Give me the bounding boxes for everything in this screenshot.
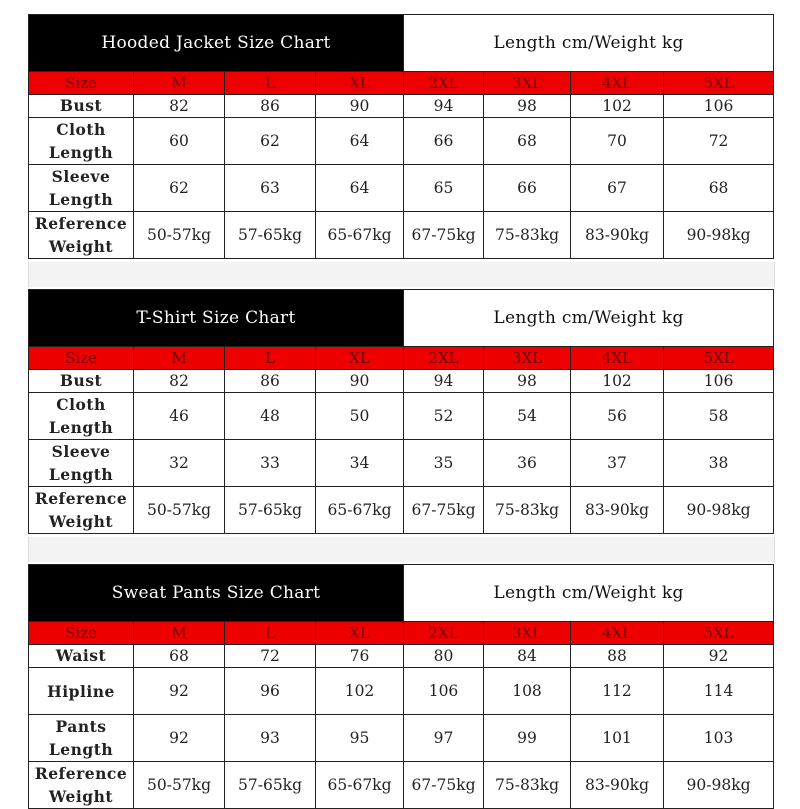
measurement-cell: 96 (225, 668, 316, 715)
measurement-cell: 64 (316, 165, 404, 212)
size-column-header: 2XL (404, 72, 484, 95)
measurement-cell: 102 (571, 370, 664, 393)
size-column-header: 5XL (664, 347, 774, 370)
measurement-cell: 75-83kg (484, 762, 571, 809)
size-chart-table (28, 289, 774, 534)
size-column-header: XL (316, 622, 404, 645)
measurement-cell: 32 (134, 440, 225, 487)
chart-title: Sweat Pants Size Chart (29, 565, 404, 622)
unit-label: Length cm/Weight kg (404, 565, 774, 622)
measurement-cell: 50-57kg (134, 212, 225, 259)
chart-header-row (29, 290, 774, 347)
measurement-cell: 36 (484, 440, 571, 487)
row-label: Reference Weight (29, 487, 134, 534)
measurement-cell: 106 (664, 95, 774, 118)
measurement-cell: 58 (664, 393, 774, 440)
measurement-cell: 57-65kg (225, 762, 316, 809)
measurement-cell: 66 (484, 165, 571, 212)
measurement-cell: 106 (664, 370, 774, 393)
size-chart-table (28, 564, 774, 809)
size-column-header: L (225, 622, 316, 645)
row-label: Waist (29, 645, 134, 668)
chart-header-row (29, 15, 774, 72)
measurement-row (29, 118, 774, 165)
measurement-cell: 92 (134, 668, 225, 715)
measurement-cell: 82 (134, 95, 225, 118)
measurement-cell: 64 (316, 118, 404, 165)
measurement-cell: 75-83kg (484, 212, 571, 259)
unit-label: Length cm/Weight kg (404, 290, 774, 347)
measurement-cell: 88 (571, 645, 664, 668)
size-column-header: 3XL (484, 347, 571, 370)
row-label: Bust (29, 95, 134, 118)
measurement-cell: 35 (404, 440, 484, 487)
measurement-cell: 62 (225, 118, 316, 165)
measurement-cell: 57-65kg (225, 212, 316, 259)
measurement-cell: 102 (316, 668, 404, 715)
size-column-header: 5XL (664, 622, 774, 645)
measurement-cell: 80 (404, 645, 484, 668)
size-column-header: L (225, 347, 316, 370)
measurement-cell: 67 (571, 165, 664, 212)
measurement-cell: 99 (484, 715, 571, 762)
chart-header-row (29, 565, 774, 622)
measurement-cell: 65 (404, 165, 484, 212)
measurement-cell: 70 (571, 118, 664, 165)
measurement-cell: 86 (225, 370, 316, 393)
measurement-cell: 90-98kg (664, 487, 774, 534)
size-column-header: 4XL (571, 622, 664, 645)
measurement-row (29, 762, 774, 809)
measurement-cell: 94 (404, 95, 484, 118)
measurement-cell: 56 (571, 393, 664, 440)
measurement-cell: 83-90kg (571, 487, 664, 534)
size-header-row (29, 622, 774, 645)
row-label: Sleeve Length (29, 440, 134, 487)
measurement-cell: 98 (484, 370, 571, 393)
measurement-cell: 46 (134, 393, 225, 440)
measurement-cell: 90-98kg (664, 762, 774, 809)
size-header-row (29, 347, 774, 370)
measurement-cell: 92 (134, 715, 225, 762)
measurement-cell: 84 (484, 645, 571, 668)
measurement-cell: 83-90kg (571, 762, 664, 809)
measurement-row (29, 95, 774, 118)
measurement-cell: 82 (134, 370, 225, 393)
size-column-header: 3XL (484, 72, 571, 95)
measurement-row (29, 212, 774, 259)
measurement-cell: 68 (134, 645, 225, 668)
measurement-cell: 33 (225, 440, 316, 487)
measurement-cell: 65-67kg (316, 212, 404, 259)
size-label: Size (29, 347, 134, 370)
measurement-row (29, 668, 774, 715)
measurement-cell: 75-83kg (484, 487, 571, 534)
measurement-cell: 63 (225, 165, 316, 212)
size-column-header: 5XL (664, 72, 774, 95)
measurement-cell: 66 (404, 118, 484, 165)
measurement-cell: 102 (571, 95, 664, 118)
measurement-cell: 38 (664, 440, 774, 487)
measurement-cell: 67-75kg (404, 762, 484, 809)
measurement-cell: 90 (316, 370, 404, 393)
row-label: Reference Weight (29, 212, 134, 259)
measurement-cell: 95 (316, 715, 404, 762)
measurement-cell: 60 (134, 118, 225, 165)
measurement-cell: 114 (664, 668, 774, 715)
size-label: Size (29, 622, 134, 645)
measurement-cell: 50-57kg (134, 487, 225, 534)
measurement-cell: 94 (404, 370, 484, 393)
measurement-cell: 52 (404, 393, 484, 440)
measurement-cell: 48 (225, 393, 316, 440)
size-column-header: M (134, 622, 225, 645)
measurement-cell: 34 (316, 440, 404, 487)
size-column-header: 4XL (571, 72, 664, 95)
section-separator (28, 262, 775, 287)
measurement-cell: 92 (664, 645, 774, 668)
measurement-cell: 67-75kg (404, 487, 484, 534)
size-label: Size (29, 72, 134, 95)
measurement-cell: 72 (664, 118, 774, 165)
measurement-cell: 37 (571, 440, 664, 487)
measurement-cell: 103 (664, 715, 774, 762)
measurement-cell: 83-90kg (571, 212, 664, 259)
measurement-cell: 68 (484, 118, 571, 165)
size-header-row (29, 72, 774, 95)
measurement-row (29, 487, 774, 534)
measurement-cell: 97 (404, 715, 484, 762)
measurement-cell: 50 (316, 393, 404, 440)
row-label: Pants Length (29, 715, 134, 762)
measurement-row (29, 393, 774, 440)
size-column-header: 2XL (404, 347, 484, 370)
size-chart-table (28, 14, 774, 259)
measurement-cell: 106 (404, 668, 484, 715)
measurement-cell: 65-67kg (316, 487, 404, 534)
size-column-header: XL (316, 347, 404, 370)
measurement-row (29, 370, 774, 393)
row-label: Cloth Length (29, 393, 134, 440)
measurement-row (29, 440, 774, 487)
measurement-cell: 90-98kg (664, 212, 774, 259)
measurement-row (29, 645, 774, 668)
size-column-header: XL (316, 72, 404, 95)
measurement-cell: 57-65kg (225, 487, 316, 534)
measurement-cell: 112 (571, 668, 664, 715)
size-column-header: 4XL (571, 347, 664, 370)
unit-label: Length cm/Weight kg (404, 15, 774, 72)
measurement-cell: 54 (484, 393, 571, 440)
row-label: Hipline (29, 668, 134, 715)
measurement-cell: 101 (571, 715, 664, 762)
chart-title: Hooded Jacket Size Chart (29, 15, 404, 72)
chart-title: T-Shirt Size Chart (29, 290, 404, 347)
row-label: Reference Weight (29, 762, 134, 809)
section-separator (28, 537, 775, 562)
measurement-cell: 108 (484, 668, 571, 715)
measurement-row (29, 165, 774, 212)
measurement-cell: 90 (316, 95, 404, 118)
measurement-cell: 98 (484, 95, 571, 118)
measurement-row (29, 715, 774, 762)
measurement-cell: 50-57kg (134, 762, 225, 809)
measurement-cell: 72 (225, 645, 316, 668)
size-column-header: M (134, 347, 225, 370)
measurement-cell: 65-67kg (316, 762, 404, 809)
size-column-header: 3XL (484, 622, 571, 645)
size-column-header: M (134, 72, 225, 95)
size-column-header: L (225, 72, 316, 95)
measurement-cell: 62 (134, 165, 225, 212)
measurement-cell: 67-75kg (404, 212, 484, 259)
measurement-cell: 93 (225, 715, 316, 762)
row-label: Bust (29, 370, 134, 393)
row-label: Sleeve Length (29, 165, 134, 212)
row-label: Cloth Length (29, 118, 134, 165)
measurement-cell: 68 (664, 165, 774, 212)
measurement-cell: 86 (225, 95, 316, 118)
size-column-header: 2XL (404, 622, 484, 645)
measurement-cell: 76 (316, 645, 404, 668)
